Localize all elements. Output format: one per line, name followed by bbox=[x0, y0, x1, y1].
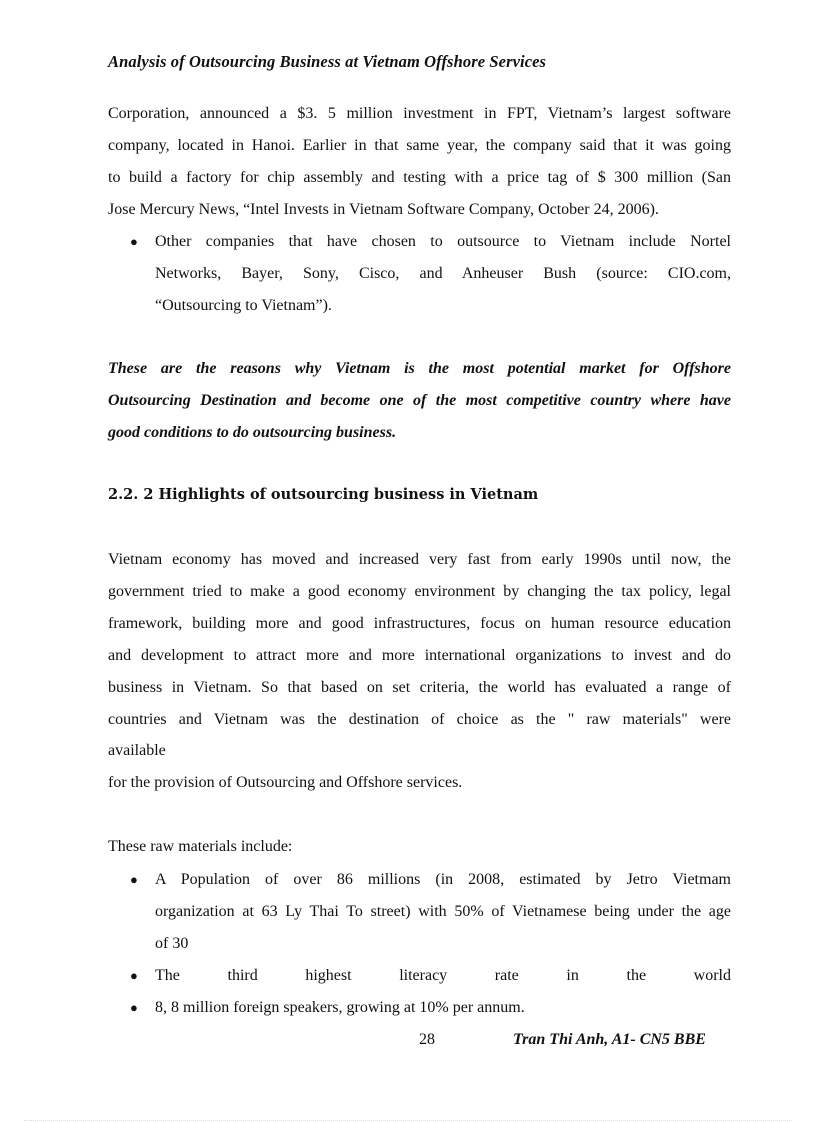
emphasis-line: Outsourcing Destination and become one of the most competitive country where have bbox=[108, 392, 731, 409]
bullet-icon: ● bbox=[130, 968, 138, 983]
emphasis-line: good conditions to do outsourcing business. bbox=[108, 424, 397, 441]
paragraph-line: Corporation, announced a $3. 5 million investment in FPT, Vietnam’s largest software bbox=[108, 105, 731, 122]
paragraph-line: for the provision of Outsourcing and Offshore services. bbox=[108, 774, 463, 791]
list-item-line: A Population of over 86 millions (in 2008, estimated by Jetro Vietmam bbox=[155, 871, 731, 888]
list-item-line: of 30 bbox=[155, 935, 189, 952]
paragraph-line: company, located in Hanoi. Earlier in that same year, the company said that it was going bbox=[108, 137, 731, 154]
paragraph-line: countries and Vietnam was the destination of choice as the " raw materials" were bbox=[108, 711, 731, 728]
list-intro: These raw materials include: bbox=[108, 838, 293, 855]
paragraph-line: Vietnam economy has moved and increased very fast from early 1990s until now, the bbox=[108, 551, 731, 568]
list-item-line: The third highest literacy rate in the world bbox=[155, 967, 731, 984]
page-edge-divider bbox=[24, 1120, 792, 1121]
paragraph-line: framework, building more and good infrastructures, focus on human resource education bbox=[108, 615, 731, 632]
bullet-icon: ● bbox=[130, 234, 138, 249]
footer-author: Tran Thi Anh, A1- CN5 BBE bbox=[513, 1031, 706, 1048]
section-heading: 2.2. 2 Highlights of outsourcing business in Vietnam bbox=[108, 486, 539, 503]
list-item-line: 8, 8 million foreign speakers, growing at 10% per annum. bbox=[155, 999, 525, 1016]
bullet-line: “Outsourcing to Vietnam”). bbox=[155, 297, 332, 314]
running-header: Analysis of Outsourcing Business at Vietnam Offshore Services bbox=[108, 52, 547, 71]
paragraph-line: available bbox=[108, 742, 166, 759]
bullet-line: Other companies that have chosen to outsource to Vietnam include Nortel bbox=[155, 233, 731, 250]
list-item-line: organization at 63 Ly Thai To street) with 50% of Vietnamese being under the age bbox=[155, 903, 731, 920]
bullet-line: Networks, Bayer, Sony, Cisco, and Anheuser Bush (source: CIO.com, bbox=[155, 265, 731, 282]
emphasis-line: These are the reasons why Vietnam is the most potential market for Offshore bbox=[108, 360, 731, 377]
bullet-icon: ● bbox=[130, 1000, 138, 1015]
paragraph-line: to build a factory for chip assembly and testing with a price tag of $ 300 million (San bbox=[108, 169, 731, 186]
paragraph-line: and development to attract more and more international organizations to invest and do bbox=[108, 647, 731, 664]
bullet-icon: ● bbox=[130, 872, 138, 887]
paragraph-line: government tried to make a good economy environment by changing the tax policy, legal bbox=[108, 583, 731, 600]
page-number: 28 bbox=[419, 1031, 435, 1048]
paragraph-line: business in Vietnam. So that based on set criteria, the world has evaluated a range of bbox=[108, 679, 731, 696]
paragraph-line: Jose Mercury News, “Intel Invests in Vietnam Software Company, October 24, 2006). bbox=[108, 201, 659, 218]
